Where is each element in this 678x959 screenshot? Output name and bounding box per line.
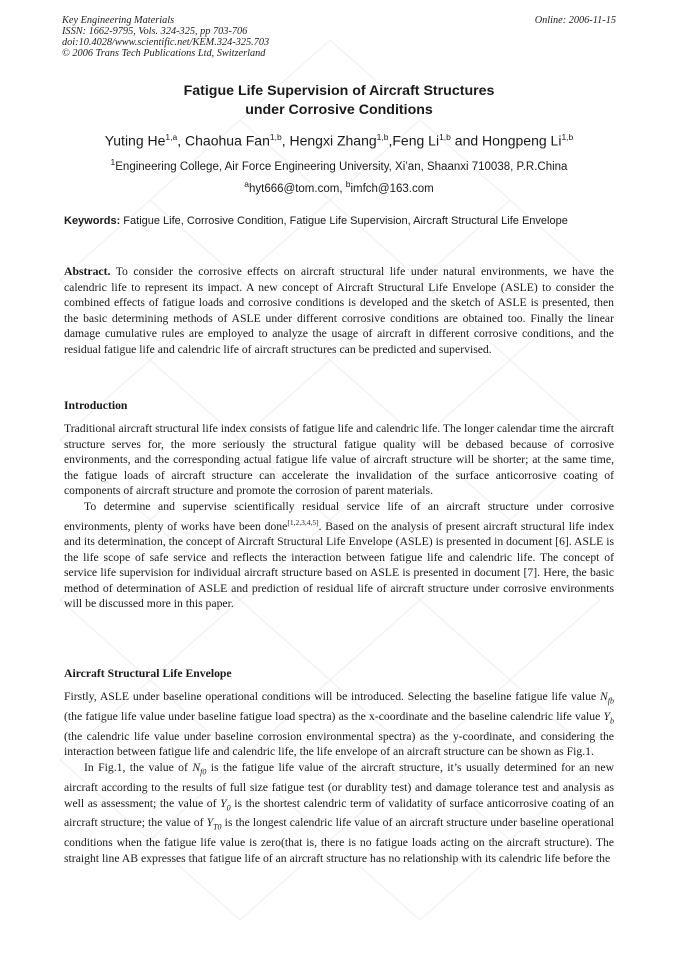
copyright-line: © 2006 Trans Tech Publications Ltd, Switzerland [62, 48, 266, 59]
affiliation [30, 157, 648, 173]
intro-paragraph-2 [64, 499, 614, 612]
author-name: Feng Li [392, 132, 440, 149]
symbol-nfb: $N_{fb}$ [599, 690, 614, 706]
author-affil-mark: 1,b [269, 132, 282, 142]
author-separator: , [281, 132, 290, 149]
author-name: Yuting He [104, 132, 166, 149]
author-affil-mark: 1,b [561, 132, 574, 142]
symbol-yt0: $Y_{T0}$ [206, 816, 222, 832]
intro-p2-text: . Based on the analysis of present aircraft structural life index and its determination, the concept of Aircraft Structural Life Envelope (ASLE) is presented in document [6]. ASLE is the life scope of safe service and reflects the interaction between fatigue life and calendric life. The concept of service life supervision for individual aircraft structure based on ASLE is presented in document [7]. Here, the basic method of determination of ASLE and prediction of residual life of aircraft structure under corrosive environments will be discussed more in this paper. [64, 519, 614, 611]
intro-paragraph-1: Traditional aircraft structural life index consists of fatigue life and calendric life. The longer calendar time the aircraft structure serves for, the more seriously the structural fatigue quality will be debased because of corrosive environments, and the corresponding actual fatigue life value of aircraft structure will be shorter; at the same time, the fatigue loads of aircraft structure can accelerate the invalidation of the surface anticorrosive coating of components of aircraft structure and promote the corrosion of parent materials. [64, 422, 614, 498]
symbol-nf0: $N_{f0}$ [192, 761, 207, 777]
introduction-body [64, 421, 614, 612]
author-separator: and [450, 132, 483, 149]
citation-refs: [1,2,3,4,5] [287, 517, 319, 527]
affiliation-text: Engineering College, Air Force Engineering University, Xi’an, Shaanxi 710038, P.R.China [115, 160, 568, 173]
title-line-1: Fatigue Life Supervision of Aircraft Structures [183, 83, 495, 99]
abstract-text: To consider the corrosive effects on aircraft structural life under natural environments, we have the calendric life to represent its impact. A new concept of Aircraft Structural Life Envelope (ASLE) to consider the combined effects of fatigue loads and corrosive conditions is developed and the sketch of ASLE is presented, then the basic determining methods of ASLE under different corrosive conditions are obtained too. Finally the linear damage cumulative rules are employed to analyze the usage of aircraft in different corrosive conditions, and the residual fatigue life and calendric life of aircraft structures can be predicted and supervised. [64, 265, 614, 356]
paper-title [40, 82, 638, 120]
symbol-yb: $Y_b$ [603, 709, 614, 726]
email-mark-b: b [345, 179, 351, 189]
keywords-label: Keywords: [64, 215, 121, 227]
email-a: hyt666@tom.com [249, 182, 340, 195]
asle-paragraph-1 [64, 689, 614, 760]
author-affil-mark: 1,b [439, 132, 451, 142]
asle-p2-text: is the longest calendric life value of an aircraft structure under baseline operational conditions when the fatigue life value is zero(that is, there is no fatigue loads acting on the aircraft structure). The straight line AB expresses that fatigue life of an aircraft structure has no relationship with its calendric life before the [64, 816, 614, 865]
author-name: Chaohua Fan [185, 132, 270, 149]
symbol-y0: $Y_0$ [220, 796, 231, 812]
author-separator: , [177, 132, 186, 149]
author-list [20, 132, 658, 149]
asle-body [64, 689, 614, 867]
abstract [64, 264, 614, 358]
asle-p2-text: In Fig.1, the value of [84, 761, 193, 775]
email-mark-a: a [244, 179, 250, 189]
keywords [64, 214, 614, 229]
asle-paragraph-2 [64, 760, 614, 867]
asle-p2-text: is the shortest calendric term of validatity of surface anticorrosive coating of an aircraft structure; the value of [64, 796, 614, 830]
journal-header [62, 15, 616, 59]
asle-heading: Aircraft Structural Life Envelope [64, 667, 232, 680]
author-separator: , [388, 132, 393, 149]
author-name: Hengxi Zhang [289, 132, 377, 149]
email-separator: , [339, 182, 346, 195]
email-line [30, 179, 648, 195]
affiliation-mark: 1 [110, 157, 116, 167]
issn-line: ISSN: 1662-9795, Vols. 324-325, pp 703-706 [62, 26, 248, 37]
journal-name: Key Engineering Materials [62, 15, 175, 26]
asle-p2-text: is the fatigue life value of the aircraft structure, it’s usually determined for an new aircraft according to the results of full size fatigue test (or durablity test) and damage tolerance test and analysis as well as assessment; the value of [64, 761, 615, 810]
online-date: Online: 2006-11-15 [534, 15, 616, 26]
asle-p1-text: (the calendric life value under baseline corrosion environmental spectra) as the y-coordinate, and considering the interaction between fatigue life and calendric life, the life envelope of an aircraft structure can be shown as Fig.1. [64, 729, 614, 759]
title-line-2: under Corrosive Conditions [245, 102, 433, 118]
author-affil-mark: 1,b [376, 132, 389, 142]
abstract-label: Abstract. [64, 265, 111, 278]
introduction-heading: Introduction [64, 399, 128, 412]
doi-line: doi:10.4028/www.scientific.net/KEM.324-325.703 [62, 37, 270, 48]
author-affil-mark: 1,a [165, 132, 178, 142]
email-b: imfch@163.com [350, 182, 434, 195]
author-name: Hongpeng Li [482, 132, 562, 149]
asle-p1-text: (the fatigue life value under baseline fatigue load spectra) as the x-coordinate and the baseline calendric life value [64, 709, 604, 723]
intro-p2-text: To determine and supervise scientifically residual service life of an aircraft structure under corrosive environments, plenty of works have been done [64, 499, 614, 533]
asle-p1-text: Firstly, ASLE under baseline operational conditions will be introduced. Selecting the baseline fatigue life value [64, 690, 600, 703]
keywords-text: Fatigue Life, Corrosive Condition, Fatigue Life Supervision, Aircraft Structural Life Envelope [120, 215, 568, 227]
